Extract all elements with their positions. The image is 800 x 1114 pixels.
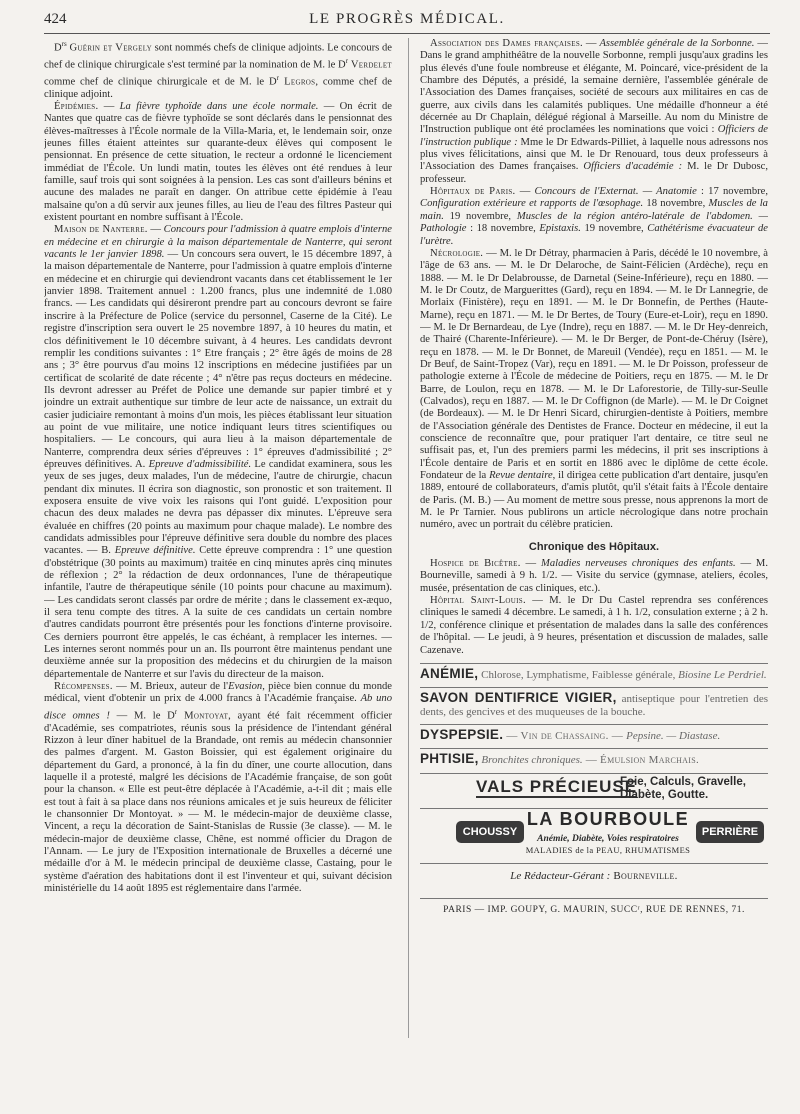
vals-title: VALS PRÉCIEUSE [476, 776, 638, 796]
header-rule [44, 33, 770, 34]
right-column [420, 38, 768, 1068]
bourboule-title: LA BOURBOULE [526, 808, 690, 829]
paragraph-maison-nanterre: Maison de Nanterre. — Concours pour l'admission à quatre emplois d'interne en médecine et en chirurgie à la maison départementale de Nanterre, qui seront vacants le 1er janvier 1898. — Un concours sera ouvert, le 15 décembre 1897, à la maison départementale de Nanterre, pour l'admission à quatre emplois d'interne en médecine et en chirurgie qui deviendront vacants dans cet établissement le 1er janvier 1898. Traitement annuel : 1.200 francs, plus une indemnité de 1.080 francs. — Les candidats qui désireront prendre part au concours devront se faire inscrire à la Préfecture de Police (service du personnel, Caserne de la Cité). Le registre d'inscription sera ouvert le 25 novembre 1897, à 10 heures du matin, et clos définitivement le 10 décembre suivant, à 4 heures. Les candidats devront remplir les conditions suivantes : 1° Etre français ; 2° être âgés de moins de 28 ans ; 3° être pourvus d'au moins 12 inscriptions en médecine justifiées par un certificat de scolarité de date récente ; 4° n'être pas reçus docteurs en médecine. Ils devront adresser au Préfet de Police une demande sur papier timbré et y joindre un extrait authentique sur timbre de leur acte de naissance, un extrait du casier judiciaire remontant à moins d'un mois, les pièces établissant leur situation au point de vue militaire, une notice indiquant leurs titres scientifiques ou hospitaliers. — Le concours, qui aura lieu à la maison départementale de Nanterre, comprendra deux séries d'épreuves : 1° épreuves d'admissibilité ; 2° épreuves définitives. A. Epreuve d'admissibilité. Le candidat examinera, sous les yeux de ses juges, deux malades, l'un de médecine, l'autre de chirurgie, chacun pendant dix minutes. Il écrira son diagnostic, son pronostic et son traitement. Il exposera ensuite de vive voix les raisons qui l'ont guidé. L'exposition pour chacun des deux malades ne devra pas dépasser dix minutes. L'épreuve sera évaluée en chiffres (20 points au maximum pour chaque malade). Le nombre des candidats admissibles pour l'épreuve définitive sera double du nombre des places vacantes. — B. Epreuve définitive. Cette épreuve comprendra : 1° une question d'obstétrique (30 points au maximum) traitée en cinq minutes après cinq minutes de réflexion ; 2° la rédaction de deux ordonnances, l'une de thérapeutique infantile, l'autre de thérapeutique sénile (10 points pour chacune au maximum). — Les candidats seront classés par ordre de mérite ; dans le classement ex-æquo, il sera tenu compte des titres. A la suite de ces candidats un certain nombre d'autres candidats pourront être présentés pour les fonctions d'interne provisoire. Ces derniers pourront être appelés, le cas échéant, à remplacer les internes. — Les internes seront nommés pour un an. Ils pourront être maintenus pendant une deuxième année sur la proposition des médecins et du chirurgien de la maison départementale de Nanterre et sur l'avis du directeur de la maison. [44, 224, 392, 680]
column-divider [408, 38, 409, 1038]
journal-title: LE PROGRÈS MÉDICAL. [309, 11, 505, 27]
left-column [44, 38, 392, 1058]
ad-savon-vigier: SAVON DENTIFRICE VIGIER, antiseptique pour l'entretien des dents, des gencives et des muqueuses de la bouche. [420, 687, 768, 718]
ad-phtisie: PHTISIE, Bronchites chroniques. — Émulsion Marchais. [420, 748, 768, 766]
paragraph-dames-francaises: Association des Dames françaises. — Assemblée générale de la Sorbonne. — Dans le grand amphithéâtre de la nouvelle Sorbonne, rempli jusqu'aux gradins les plus élevés d'une foule nombreuse et élégante, M. Poincaré, vice-président de la Chambre des Députés, a présidé, la semaine dernière, l'assemblée générale de l'Association des Dames françaises, société de secours aux militaires en cas de guerre, aux civils dans les calamités publiques. Une médaille d'honneur a été décernée au Dr Chaplain, délégué régional à Marseille. Au nom du Ministre de l'Instruction publique ont été proclamées les nominations que voici : Officiers de l'instruction publique : Mme le Dr Edwards-Pilliet, à laquelle nous adressons nos plus vives félicitations, ainsi que M. le Dr Renouard, tous deux professeurs à l'Association des Dames françaises. Officiers d'académie : M. le Dr Dubosc, professeur. [420, 38, 768, 185]
bottle-choussy-image: CHOUSSY [456, 821, 524, 843]
bottle-perriere-image: PERRIÈRE [696, 821, 764, 843]
vals-indications: Foie, Calculs, Gravelle, Diabète, Goutte. [620, 775, 746, 801]
printer-imprint: PARIS — IMP. GOUPY, G. MAURIN, SUCCʳ, RUE DE RENNES, 71. [420, 898, 768, 916]
ad-la-bourboule [420, 808, 768, 859]
paragraph-necrologie: Nécrologie. — M. le Dr Détray, pharmacien à Paris, décédé le 10 novembre, à l'âge de 63 ans. — M. le Dr Delaroche, de Saint-Félicien (Ardèche), reçu en 1888. — M. le Dr Delabrousse, de Darnetal (Seine-Inférieure), reçu en 1880. — M. le Dr Coutz, de Marguerittes (Gard), reçu en 1894. — M. le Dr Lannegrie, de Morlaix (Finistère), reçu en 1891. — M. le Dr Bonnefin, de Perthes (Haute-Marne), reçu en 1871. — M. le Dr Bertes, de Toury (Eure-et-Loir), reçu en 1890. — M. le Dr Bernardeau, de Lye (Indre), reçu en 1887. — M. le Dr Hey-denreich, de Thairé (Charente-Inférieure). — M. le Dr Berger, de Pont-de-Chéruy (Isère), reçu en 1878. — M. le Dr Bonnet, de Mareuil (Vendée), reçu en 1851. — M. le Dr Beuf, de Saint-Tropez (Var), reçu en 1891. — M. le Dr Poisson, professeur de pathologie externe à l'École de médecine de Poitiers, reçu en 1875. — M. le Dr Barre, de Loulon, reçu en 1878. — M. le Dr Laforestorie, de Tilly-sur-Seulle (Calvados), reçu en 1887. — M. le Dr Coffignon (de Marle). — M. le Dr Coignet (de Bordeaux). — M. le Dr Henri Sicard, chirurgien-dentiste à Poitiers, membre de l'Association générale des Dentistes de France. Docteur en médecine, il eut la conscience de reconnaître que, pour pratiquer l'art dentaire, ce titre seul ne suffisait pas, et, l'un des premiers parmi les médecins, il prit ses inscriptions à l'École dentaire de Paris et en sortit en 1886 avec le diplôme de cette école. Fondateur de la Revue dentaire, il dirigea cette publication d'art dentaire, jusqu'en 1889, entouré de collaborateurs, d'amis plutôt, qu'il s'était faits à l'École dentaire de Paris. (M. B.) — Au moment de mettre sous presse, nous apprenons la mort de M. le Pr Tarnier. Nous publirons un article nécrologique dans notre prochain numéro, avec un portrait du célèbre praticien. [420, 247, 768, 531]
paragraph-chefs-clinique: $D^{rs}$ Guérin et Vergely sont nommés chefs de clinique adjoints. Le concours de chef de clinique chirurgicale s'est terminé par la nomination de M. le $D^r$ Verdelet comme chef de clinique chirurgicale et de M. le $D^r$ Legros, comme chef de clinique adjoint. [44, 40, 392, 100]
chronique-hopitaux-title: Chronique des Hôpitaux. [528, 540, 660, 553]
redacteur-gerant: Le Rédacteur-Gérant : Bourneville. [420, 863, 768, 882]
paragraph-recompenses: Récompenses. — M. Brieux, auteur de l'Evasion, pièce bien connue du monde médical, vient d'obtenir un prix de 4.000 francs à l'Académie française. Ab uno disce omnes ! — M. le $D^r$ Montoyat, ayant été fait récemment officier d'Académie, ses compatriotes, réunis sous la présidence de l'intendant général Rizzon à leur dîner habituel de la Brandade, ont remis au médecin chansonnier des palmes d'argent. M. Gaston Boissier, qui est également originaire du département du Gard, a prononcé, à la fin du dîner, une courte allocution, dans laquelle il a protesté, malgré les décisions de l'Académie française, de son goût pour la chanson. « Elle est peut-être déplacée à l'Académie, a-t-il dit ; mais elle est tout à fait à sa place dans nos réunions amicales et je suis heureux de féliciter le chansonnier Dr Montoyat. » — M. le médecin-major de deuxième classe, Vincent, a reçu la décoration de Saint-Stanislas de Russie (3e classe). — M. le médecin-major de deuxième classe, Chêne, est nommé officier du Dragon de l'Annam. — Le jury de l'Exposition internationale de Bruxelles a décerné une médaille d'or à M. le médecin principal de deuxième classe, Castaing, pour le système d'aération des habitations dont il est l'inventeur et qui, suivant décision ministérielle du 14 août 1895 est réglementaire dans l'armée. [44, 681, 392, 895]
page-number: 424 [44, 11, 67, 27]
ad-dyspepsie: DYSPEPSIE. — Vin de Chassaing. — Pepsine. — Diastase. [420, 724, 768, 742]
paragraph-epidemies: Épidémies. — La fièvre typhoïde dans une école normale. — On écrit de Nantes que quatre cas de fièvre typhoïde se sont déclarés dans le pensionnat des élèves-maîtresses à l'École normale de la Villa-Maria, et, le lendemain soir, onze jeunes filles étaient atteintes sur quarante-deux élèves qui composent le pensionnat. En présence de cette situation, le recteur a ordonné le licenciement immédiat de l'École. Un lundi matin, toutes les élèves ont été rendues à leur famille, sauf trois qui sont soignées à la pension. Les cas sont d'ailleurs bénins et aucune des malades ne paraît en danger. On attribue cette épidémie à l'eau malsaine qu'on a dû servir aux jeunes filles, au lieu de l'eau des filtres Pasteur qui existent pourtant en nombre suffisant à l'École. [44, 100, 392, 224]
page-header [44, 11, 770, 31]
ad-anemie: ANÉMIE, Chlorose, Lymphatisme, Faiblesse générale, Biosine Le Perdriel. [420, 663, 768, 681]
bourboule-indications: Anémie, Diabète, Voies respiratoires [537, 833, 679, 844]
paragraph-saint-louis: Hôpital Saint-Louis. — M. le Dr Du Castel reprendra ses conférences cliniques le samedi 4 décembre. Le samedi, à 1 h. 1/2, consulation externe ; à 2 h. 1/2, conférence clinique et présentation de malades dans la salle des conférences de l'hôpital. — Le jeudi, à 9 heures, présentation et discussion de malades, salle Cazenave. [420, 595, 768, 656]
paragraph-hopitaux-paris: Hôpitaux de Paris. — Concours de l'Externat. — Anatomie : 17 novembre, Configuration extérieure et rapports de l'œsophage. 18 novembre, Muscles de la main. 19 novembre, Muscles de la région antéro-latérale de l'abdomen. — Pathologie : 18 novembre, Epistaxis. 19 novembre, Cathétérisme évacuateur de l'urètre. [420, 186, 768, 247]
ad-vals-precieuse [420, 773, 768, 804]
paragraph-bicetre: Hospice de Bicêtre. — Maladies nerveuses chroniques des enfants. — M. Bourneville, samedi à 9 h. 1/2. — Visite du service (gymnase, ateliers, écoles, musée, présentation de cas cliniques, etc.). [420, 558, 768, 594]
bourboule-indications-2: MALADIES de la PEAU, RHUMATISMES [525, 844, 691, 855]
